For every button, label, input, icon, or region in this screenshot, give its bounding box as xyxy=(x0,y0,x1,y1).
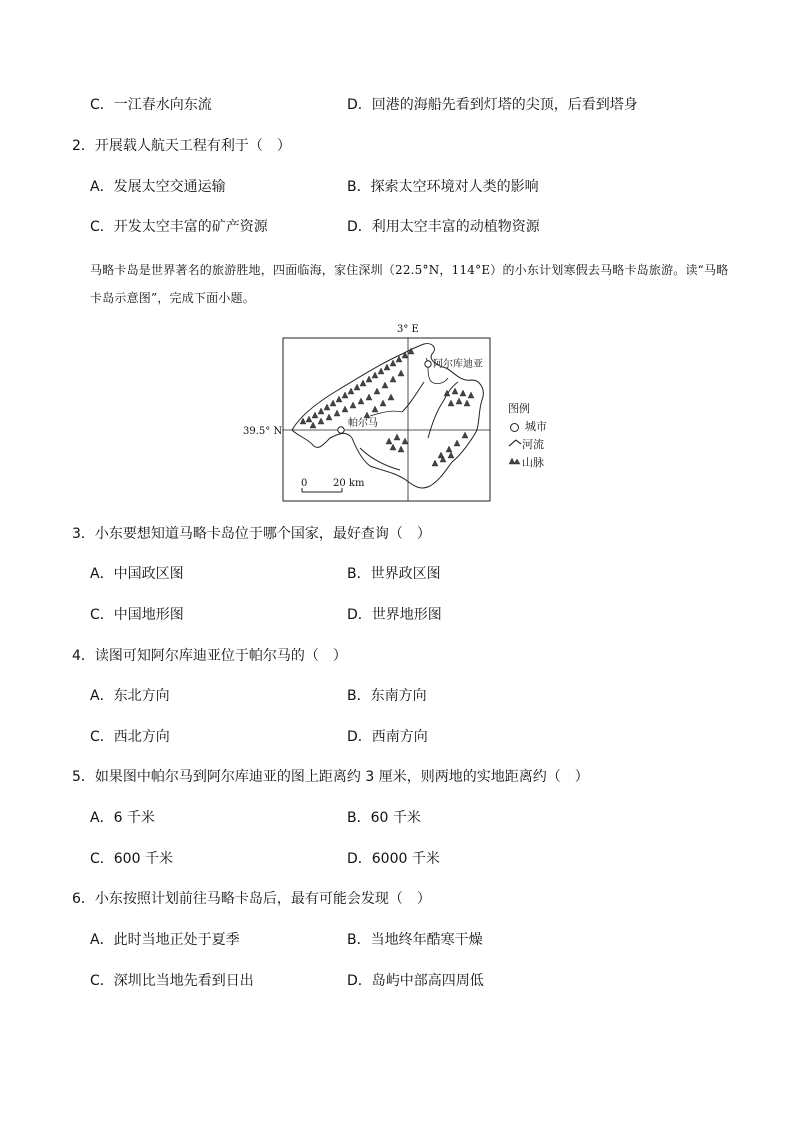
q4-option-a: A．东北方向 xyxy=(90,688,170,704)
city-alcudia-label: 阿尔库迪亚 xyxy=(433,359,483,370)
scale-zero: 0 xyxy=(301,478,308,489)
river-icon xyxy=(508,436,522,454)
q4-option-c: C．西北方向 xyxy=(90,729,170,745)
q6-option-d: D．岛屿中部高四周低 xyxy=(347,973,484,989)
q3-option-a: A．中国政区图 xyxy=(90,566,184,582)
q2-option-a: A．发展太空交通运输 xyxy=(90,179,226,195)
q2-stem: 2．开展载人航天工程有利于（ ） xyxy=(72,138,291,154)
q4-option-d: D．西南方向 xyxy=(347,729,428,745)
q5-stem: 5．如果图中帕尔马到阿尔库迪亚的图上距离约 3 厘米，则两地的实地距离约（ ） xyxy=(72,769,589,785)
legend-item-river xyxy=(508,436,547,454)
mountain-range-east xyxy=(386,388,474,466)
legend-title: 图例 xyxy=(508,402,530,415)
legend-mountain-label: 山脉 xyxy=(522,456,544,469)
q3-stem: 3．小东要想知道马略卡岛位于哪个国家，最好查询（ ） xyxy=(72,526,431,542)
legend-city-label: 城市 xyxy=(525,420,547,433)
q1-option-d: D．回港的海船先看到灯塔的尖顶，后看到塔身 xyxy=(347,97,638,113)
q2-option-b: B．探索太空环境对人类的影响 xyxy=(347,179,539,195)
map-legend xyxy=(508,400,547,472)
q3-option-b: B．世界政区图 xyxy=(347,566,441,582)
legend-item-mountain xyxy=(508,454,547,472)
city-icon xyxy=(510,423,519,432)
q6-option-a: A．此时当地正处于夏季 xyxy=(90,932,240,948)
mallorca-map xyxy=(240,320,510,505)
q3-option-d: D．世界地形图 xyxy=(347,607,442,623)
q3-option-c: C．中国地形图 xyxy=(90,607,184,623)
q5-option-b: B．60 千米 xyxy=(347,810,421,826)
reading-passage: 马略卡岛是世界著名的旅游胜地，四面临海，家住深圳（22.5°N，114°E）的小东计划寒假去马略卡岛旅游。读“马略卡岛示意图”，完成下面小题。 xyxy=(90,263,729,305)
parallel-label: 39.5° N xyxy=(243,426,283,437)
city-palma-marker xyxy=(338,427,344,433)
river-1 xyxy=(402,382,424,412)
mountain-range-northwest xyxy=(300,348,414,428)
river-3 xyxy=(360,448,400,470)
q6-option-c: C．深圳比当地先看到日出 xyxy=(90,973,254,989)
q6-option-b: B．当地终年酷寒干燥 xyxy=(347,932,483,948)
q1-option-c: C．一江春水向东流 xyxy=(90,97,212,113)
q5-option-a: A．6 千米 xyxy=(90,810,155,826)
q5-option-d: D．6000 千米 xyxy=(347,851,440,867)
q4-option-b: B．东南方向 xyxy=(347,688,427,704)
city-palma-label: 帕尔马 xyxy=(348,418,378,429)
q4-stem: 4．读图可知阿尔库迪亚位于帕尔马的（ ） xyxy=(72,648,347,664)
legend-river-label: 河流 xyxy=(522,438,544,451)
mountain-icon xyxy=(508,454,522,472)
city-alcudia-marker xyxy=(425,361,431,367)
q2-option-c: C．开发太空丰富的矿产资源 xyxy=(90,219,268,235)
q2-option-d: D．利用太空丰富的动植物资源 xyxy=(347,219,540,235)
legend-item-city xyxy=(508,418,547,436)
scale-label: 20 km xyxy=(333,478,365,489)
meridian-label: 3° E xyxy=(397,324,419,335)
q6-stem: 6．小东按照计划前往马略卡岛后，最有可能会发现（ ） xyxy=(72,891,431,907)
q5-option-c: C．600 千米 xyxy=(90,851,173,867)
